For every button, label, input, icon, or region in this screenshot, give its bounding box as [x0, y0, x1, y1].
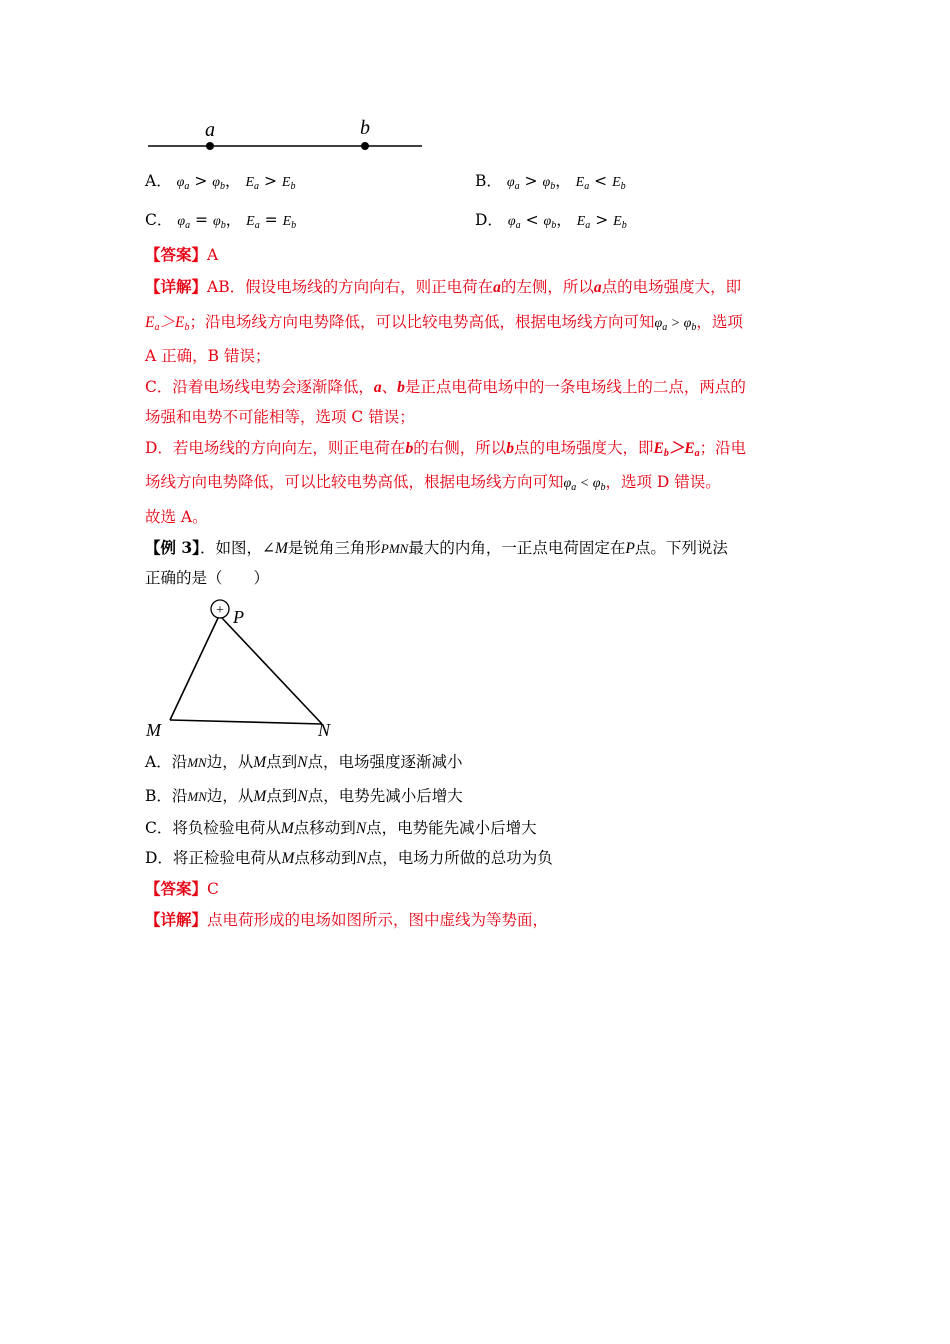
q3-option-a: A．沿MN边，从M点到N点，电场强度逐渐减小 [145, 753, 463, 771]
explain-tag: 【详解】 [145, 277, 208, 296]
answer-value: A [207, 246, 219, 264]
q2-explain-line-7: 场线方向电势降低，可以比较电势高低，根据电场线方向可知$\varphi_a < \varphi_b$，选项 D 错误。 [145, 473, 721, 493]
answer-tag: 【答案】 [145, 879, 208, 898]
q2-explain-line-8: 故选 A。 [145, 508, 208, 526]
vertex-n-label: N [318, 720, 331, 740]
side-pn [222, 618, 322, 724]
example-tag: 【例 3】 [145, 538, 200, 557]
triangle-figure [140, 596, 350, 744]
q2-explain-line-4: C．沿着电场线电势会逐渐降低，a、b是正点电荷电场中的一条电场线上的二点，两点的 [145, 378, 746, 396]
phi-relation: > [524, 172, 538, 190]
side-mn [170, 720, 322, 724]
q3-option-d: D．将正检验电荷从M点移动到N点，电场力所做的总功为负 [145, 849, 553, 867]
explain-tag: 【详解】 [145, 910, 208, 929]
q3-answer [145, 878, 815, 900]
point-a-dot [206, 142, 214, 150]
q3-stem-line-1: 【例 3】．如图，∠M是锐角三角形PMN最大的内角，一正点电荷固定在P点。下列说法 [145, 538, 728, 557]
q2-explain-line-6: D．若电场线的方向向左，则正电荷在b的右侧，所以b点的电场强度大，即$E_b>E_a$；沿电 [145, 439, 747, 459]
phi-relation: < [525, 211, 539, 229]
answer-value: C [207, 880, 219, 898]
option-letter: C． [145, 211, 173, 229]
q2-explain-line-2: $E_a>E_b$；沿电场线方向电势降低，可以比较电势高低，根据电场线方向可知$\varphi_a > \varphi_b$，选项 [145, 313, 743, 333]
q2-answer [145, 244, 815, 266]
q3-stem-line-2: 正确的是（ ） [145, 569, 270, 587]
option-c: C． $\varphi_a = \varphi_b$， $E_a = E_b$ [145, 211, 297, 231]
q3-option-b: B．沿MN边，从M点到N点，电势先减小后增大 [145, 787, 463, 805]
q2-explain-line-1: 【详解】AB．假设电场线的方向向右，则正电荷在a的左侧，所以a点的电场强度大，即 [145, 277, 742, 296]
e-relation: > [263, 172, 277, 190]
vertex-p-label: P [233, 607, 244, 627]
q3-explain: 【详解】点电荷形成的电场如图所示，图中虚线为等势面， [145, 910, 549, 929]
point-a-label: a [205, 119, 215, 141]
vertex-m-label: M [146, 720, 161, 740]
e-relation: > [595, 211, 609, 229]
option-b: B． $\varphi_a > \varphi_b$， $E_a < E_b$ [475, 172, 626, 192]
point-b-label: b [360, 117, 370, 139]
charge-plus-sign: + [216, 603, 224, 618]
option-d: D． $\varphi_a < \varphi_b$， $E_a > E_b$ [475, 211, 627, 231]
side-pm [170, 618, 218, 720]
option-letter: D． [475, 211, 503, 229]
answer-tag: 【答案】 [145, 245, 208, 264]
q2-explain-line-5: 场强和电势不可能相等，选项 C 错误； [145, 408, 415, 426]
q2-explain-line-3: A 正确，B 错误； [145, 347, 271, 365]
option-letter: A． [145, 172, 172, 190]
q3-option-c: C．将负检验电荷从M点移动到N点，电势能先减小后增大 [145, 819, 537, 837]
phi-relation: = [195, 211, 208, 229]
field-line-figure [140, 112, 430, 158]
e-relation: < [594, 172, 608, 190]
point-b-dot [361, 142, 369, 150]
e-relation: = [264, 211, 278, 229]
option-a: A． $\varphi_a > \varphi_b$， $E_a > E_b$ [145, 172, 296, 192]
phi-relation: > [194, 172, 208, 190]
option-letter: B． [475, 172, 502, 190]
